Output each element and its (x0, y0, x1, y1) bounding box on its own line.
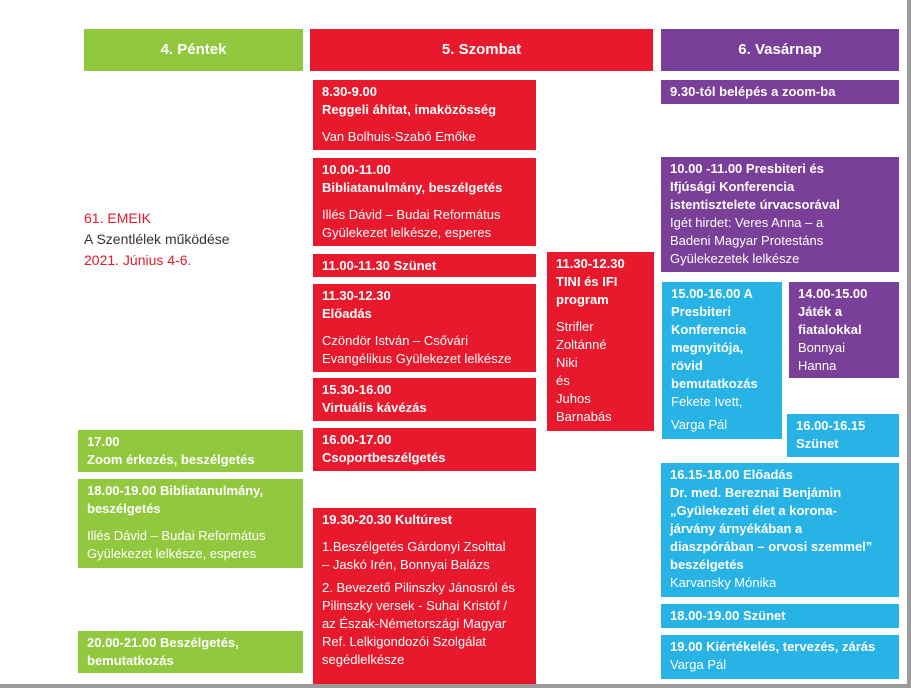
sat-youth-title-line2: TINI és IFI (556, 274, 618, 289)
sun-games-title-line2: Játék a (798, 304, 843, 319)
sat-bible-speaker: Illés Dávid – Budai Református (322, 207, 501, 222)
header-friday (84, 29, 303, 71)
sun-opening-title-line1: 15.00-16.00 A (671, 286, 753, 301)
sat-culture-title: 19.30-20.30 Kultúrest (322, 512, 453, 527)
sun-closing-title: 19.00 Kiértékelés, tervezés, zárás (670, 639, 876, 654)
saturday-event-break (313, 254, 536, 277)
saturday-event-culture (313, 508, 536, 684)
sun-games-title-line3: fiatalokkal (798, 322, 862, 337)
sun-worship-desc-line3: Gyülekezetek lelkésze (670, 251, 800, 266)
sunday-event-zoom-login (661, 80, 899, 104)
sunday-event-break (787, 414, 899, 457)
sat-lecture-speaker-role: Evangélikus Gyülekezet lelkésze (322, 351, 512, 366)
sunday-event-lecture (661, 463, 899, 597)
sat-culture-item2-line3: az Észak-Németországi Magyar (322, 616, 507, 631)
header-saturday-label: 5. Szombat (441, 41, 522, 58)
friday-bible-speaker-role: Gyülekezet lelkésze, esperes (87, 546, 257, 561)
sun-closing-speaker: Varga Pál (670, 657, 727, 672)
sun-lecture-line2: „Gyülekezeti élet a korona- (670, 503, 837, 518)
sat-bible-time: 10.00-11.00 (322, 162, 391, 177)
header-sunday (661, 29, 899, 71)
sat-devotion-title: Reggeli áhítat, imaközösség (322, 102, 497, 117)
saturday-event-group (313, 428, 536, 471)
sat-coffee-title: Virtuális kávézás (322, 400, 427, 415)
friday-event-bible-study (78, 479, 303, 568)
sun-worship-title-line1: 10.00 -11.00 Presbiteri és (670, 161, 824, 176)
sun-worship-desc-line2: Badeni Magyar Protestáns (670, 233, 824, 248)
sun-lecture-line4: diaszpórában – orvosi szemmel” (670, 539, 873, 554)
sun-worship-desc-line1: Igét hirdet: Veres Anna – a (670, 215, 824, 230)
sat-devotion-speaker: Van Bolhuis-Szabó Emőke (322, 129, 476, 144)
sun-games-host-line1: Bonnyai (798, 340, 845, 355)
sun-lecture-line3: járvány árnyékában a (670, 521, 803, 536)
sun-worship-title-line3: istentisztelete úrvacsorával (670, 197, 840, 212)
sat-youth-name2: Zoltánné (556, 337, 607, 352)
friday-arrival-time: 17.00 (87, 434, 120, 449)
sunday-event-conference-opening (662, 282, 782, 439)
frame-bottom-border (0, 684, 911, 688)
friday-event-arrival (78, 430, 303, 472)
sat-lecture-title: Előadás (322, 306, 372, 321)
sat-youth-name4: és (556, 373, 570, 388)
sun-opening-title-line6: bemutatkozás (671, 376, 758, 391)
event-number: 61. EMEIK (84, 210, 151, 226)
sun-opening-title-line3: Konferencia (671, 322, 747, 337)
header-sunday-label: 6. Vasárnap (738, 41, 822, 58)
sat-youth-name6: Barnabás (556, 409, 612, 424)
sat-bible-speaker-role: Gyülekezet lelkésze, esperes (322, 225, 492, 240)
sun-lecture-speaker: Karvansky Mónika (670, 575, 777, 590)
event-dates: 2021. Június 4-6. (84, 252, 192, 268)
sun-break-time: 16.00-16.15 (796, 418, 866, 433)
sun-opening-title-line5: rövid (671, 358, 703, 373)
sat-culture-item2-line5: segédlelkésze (322, 652, 405, 667)
header-friday-label: 4. Péntek (160, 41, 227, 58)
saturday-event-coffee (313, 378, 536, 421)
sun-worship-title-line2: Ifjúsági Konferencia (670, 179, 795, 194)
sun-opening-speaker1: Fekete Ivett, (671, 394, 743, 409)
friday-bible-title-cont: beszélgetés (87, 501, 161, 516)
sat-culture-item1-line2: – Jaskó Irén, Bonnyai Balázs (322, 557, 490, 572)
sunday-event-closing (661, 635, 899, 679)
friday-intro-title-cont: bemutatkozás (87, 653, 174, 668)
sat-bible-title: Bibliatanulmány, beszélgetés (322, 180, 503, 195)
friday-bible-speaker: Illés Dávid – Budai Református (87, 528, 266, 543)
sun-games-title-line1: 14.00-15.00 (798, 286, 868, 301)
event-theme: A Szentlélek működése (84, 231, 230, 247)
sunday-event-break2 (661, 604, 899, 628)
saturday-event-bible-study (313, 158, 536, 246)
sat-youth-name5: Juhos (556, 391, 591, 406)
sun-opening-title-line2: Presbiteri (671, 304, 731, 319)
sun-lecture-line1: Dr. med. Bereznai Benjámin (670, 485, 842, 500)
saturday-event-lecture (313, 284, 536, 372)
header-saturday (310, 29, 653, 71)
sunday-event-youth-games (789, 282, 899, 378)
sun-zoom-title: 9.30-tól belépés a zoom-ba (670, 84, 836, 99)
frame-right-border (907, 0, 911, 688)
sun-games-host-line2: Hanna (798, 358, 837, 373)
sat-group-title: Csoportbeszélgetés (322, 450, 446, 465)
friday-bible-title: 18.00-19.00 Bibliatanulmány, (87, 483, 264, 498)
sat-lecture-time: 11.30-12.30 (322, 288, 391, 303)
sun-opening-speaker2: Varga Pál (671, 417, 728, 432)
event-title-block (84, 208, 304, 271)
sat-youth-title-line1: 11.30-12.30 (556, 256, 625, 271)
sat-coffee-time: 15.30-16.00 (322, 382, 392, 397)
sat-culture-item1-line1: 1.Beszélgetés Gárdonyi Zsolttal (322, 539, 506, 554)
sun-lecture-title: 16.15-18.00 Előadás (670, 467, 793, 482)
sat-youth-name1: Strifler (556, 319, 594, 334)
sun-lecture-line5: beszélgetés (670, 557, 744, 572)
friday-event-intro (78, 631, 303, 673)
sat-youth-title-line3: program (556, 292, 609, 307)
friday-intro-title: 20.00-21.00 Beszélgetés, (87, 635, 239, 650)
sunday-event-worship (661, 157, 899, 272)
friday-arrival-title: Zoom érkezés, beszélgetés (87, 452, 255, 467)
sat-culture-item2-line2: Pilinszky versek - Suhai Kristóf / (322, 598, 507, 613)
sat-lecture-speaker: Czöndör István – Csővári (322, 333, 468, 348)
sun-break-title: Szünet (796, 436, 839, 451)
sat-break-title: 11.00-11.30 Szünet (322, 258, 437, 273)
sat-culture-item2-line4: Ref. Lelkigondozói Szolgálat (322, 634, 487, 649)
saturday-event-devotion (313, 80, 536, 150)
sun-opening-title-line4: megnyitója, (671, 340, 744, 355)
sun-break2-title: 18.00-19.00 Szünet (670, 608, 786, 623)
sat-devotion-time: 8.30-9.00 (322, 84, 377, 99)
sat-youth-name3: Niki (556, 355, 578, 370)
saturday-event-youth-program (547, 252, 654, 431)
sat-group-time: 16.00-17.00 (322, 432, 392, 447)
sat-culture-item2-line1: 2. Bevezető Pilinszky Jánosról és (322, 580, 515, 595)
